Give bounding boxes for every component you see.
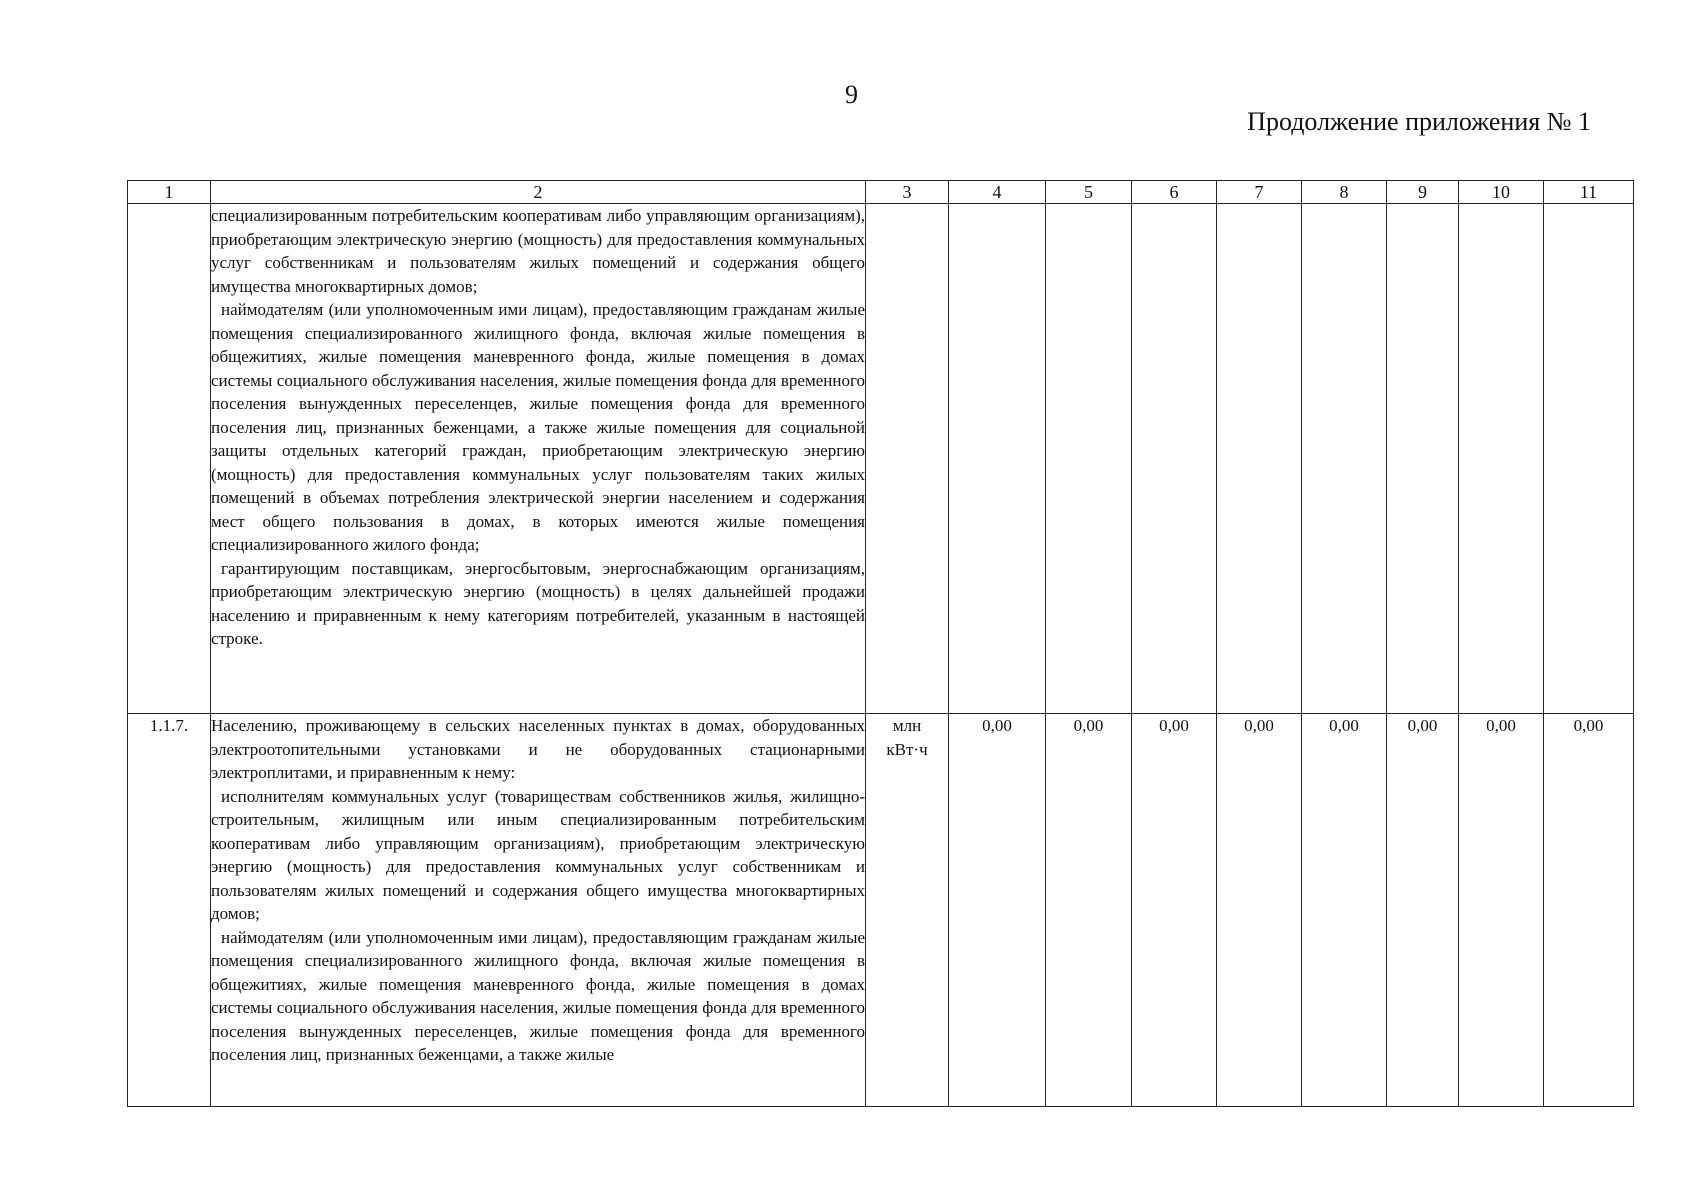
column-header: 9 <box>1387 181 1459 204</box>
appendix-continuation-title: Продолжение приложения № 1 <box>1247 107 1591 136</box>
value-cell <box>1302 204 1387 714</box>
column-header: 2 <box>211 181 866 204</box>
description-paragraph: исполнителям коммунальных услуг (товариществам собственников жилья, жилищно-строительным, жилищным или иным специализированным потребительским кооперативам либо управляющим организациям), приобретающим электрическую энергию (мощность) для предоставления коммунальных услуг собственникам и пользователям жилых помещений и содержания общего имущества многоквартирных домов; <box>211 786 865 923</box>
value-cell: 0,00 <box>1046 714 1132 1107</box>
table-row <box>128 714 1634 1107</box>
column-header: 7 <box>1217 181 1302 204</box>
row-description-cell <box>211 714 866 1107</box>
tariff-table <box>127 180 1634 1107</box>
table-row <box>128 204 1634 714</box>
value-cell: 0,00 <box>1387 714 1459 1107</box>
unit-label: кВт·ч <box>886 739 928 759</box>
page-number: 9 <box>845 80 858 109</box>
value-cell: 0,00 <box>1132 714 1217 1107</box>
value-cell <box>1544 204 1634 714</box>
description-paragraph: Населению, проживающему в сельских населенных пунктах в домах, оборудованных электроотопительными установками и не оборудованных стационарными электроплитами, и приравненным к нему: <box>211 716 865 782</box>
row-number-cell: 1.1.7. <box>128 714 211 1107</box>
value-cell <box>1459 204 1544 714</box>
column-header: 1 <box>128 181 211 204</box>
value-cell: 0,00 <box>949 714 1046 1107</box>
value-cell: 0,00 <box>1544 714 1634 1107</box>
column-header: 3 <box>866 181 949 204</box>
description-paragraph: гарантирующим поставщикам, энергосбытовым, энергоснабжающим организациям, приобретающим электрическую энергию (мощность) в целях дальнейшей продажи населению и приравненным к нему категориям потребителей, указанным в настоящей строке. <box>211 558 865 648</box>
column-header: 8 <box>1302 181 1387 204</box>
description-paragraph: наймодателям (или уполномоченным ими лицам), предоставляющим гражданам жилые помещения специализированного жилищного фонда, включая жилые помещения в общежитиях, жилые помещения маневренного фонда, жилые помещения в домах системы социального обслуживания населения, жилые помещения фонда для временного поселения вынужденных переселенцев, жилые помещения фонда для временного поселения лиц, признанных беженцами, а также жилые <box>211 927 865 1064</box>
value-cell <box>949 204 1046 714</box>
description-paragraph: специализированным потребительским кооперативам либо управляющим организациям), приобретающим электрическую энергию (мощность) для предоставления коммунальных услуг собственникам и пользователям жилых помещений и содержания общего имущества многоквартирных домов; <box>211 206 865 296</box>
value-cell: 0,00 <box>1217 714 1302 1107</box>
value-cell <box>1387 204 1459 714</box>
column-header: 6 <box>1132 181 1217 204</box>
column-header: 11 <box>1544 181 1634 204</box>
column-header: 10 <box>1459 181 1544 204</box>
unit-cell <box>866 204 949 714</box>
value-cell <box>1132 204 1217 714</box>
row-number-cell <box>128 204 211 714</box>
value-cell <box>1217 204 1302 714</box>
value-cell <box>1046 204 1132 714</box>
column-header: 4 <box>949 181 1046 204</box>
unit-label: млн <box>892 716 922 735</box>
table-header-row <box>128 181 1634 204</box>
unit-cell <box>866 714 949 1107</box>
column-header: 5 <box>1046 181 1132 204</box>
description-paragraph: наймодателям (или уполномоченным ими лицам), предоставляющим гражданам жилые помещения специализированного жилищного фонда, включая жилые помещения в общежитиях, жилые помещения маневренного фонда, жилые помещения в домах системы социального обслуживания населения, жилые помещения фонда для временного поселения вынужденных переселенцев, жилые помещения фонда для временного поселения лиц, признанных беженцами, а также жилые помещения для социальной защиты отдельных категорий граждан, приобретающим электрическую энергию (мощность) для предоставления коммунальных услуг пользователям таких жилых помещений в объемах потребления электрической энергии населением и содержания мест общего пользования в домах, в которых имеются жилые помещения специализированного жилого фонда; <box>211 300 865 554</box>
row-description-cell <box>211 204 866 714</box>
value-cell: 0,00 <box>1302 714 1387 1107</box>
value-cell: 0,00 <box>1459 714 1544 1107</box>
